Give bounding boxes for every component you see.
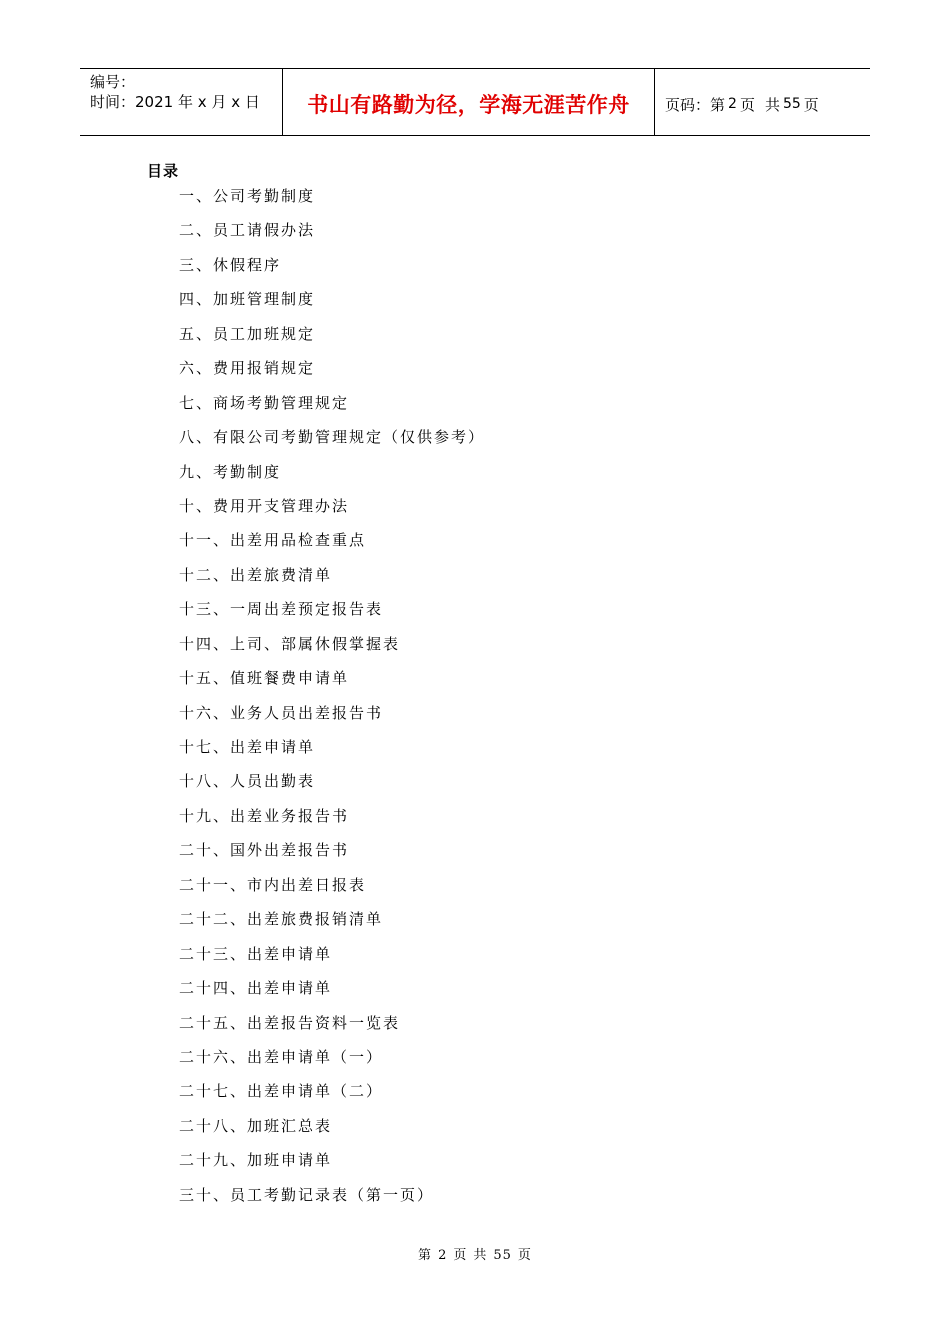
toc-item: 七、商场考勤管理规定 xyxy=(179,393,350,412)
toc-item: 十九、出差业务报告书 xyxy=(179,806,350,825)
footer-total-prefix: 共 xyxy=(473,1248,488,1263)
toc-item: 二十二、出差旅费报销清单 xyxy=(179,910,384,929)
footer-current: 2 xyxy=(438,1248,448,1263)
toc-item: 三、休假程序 xyxy=(179,255,282,274)
date-year: 2021 xyxy=(135,93,174,111)
date-day: x xyxy=(231,93,241,111)
page-footer xyxy=(0,1244,950,1263)
toc-item: 十三、一周出差预定报告表 xyxy=(179,600,384,619)
total-label: 共 xyxy=(764,95,780,114)
page-header xyxy=(80,68,870,136)
toc-item: 十四、上司、部属休假掌握表 xyxy=(179,634,401,653)
footer-prefix: 第 xyxy=(418,1248,433,1263)
page-label: 页码：第 xyxy=(665,95,726,114)
header-meta xyxy=(80,69,282,135)
date-day-unit: 日 xyxy=(244,93,260,111)
toc-item: 二十八、加班汇总表 xyxy=(179,1116,333,1135)
toc-item: 十、费用开支管理办法 xyxy=(179,496,350,515)
toc-item: 十八、人员出勤表 xyxy=(179,772,316,791)
toc-item: 六、费用报销规定 xyxy=(179,359,316,378)
header-motto-cell xyxy=(282,69,655,135)
motto-text: 书山有路勤为径，学海无涯苦作舟 xyxy=(307,93,630,117)
page-total: 55 xyxy=(782,96,801,112)
toc-item: 二、员工请假办法 xyxy=(179,221,316,240)
toc-item: 十一、出差用品检查重点 xyxy=(179,531,367,550)
code-label: 编号： xyxy=(90,73,136,91)
total-unit: 页 xyxy=(803,95,819,114)
toc-item: 二十五、出差报告资料一览表 xyxy=(179,1013,401,1032)
toc-list xyxy=(179,184,485,1217)
date-label: 时间： xyxy=(90,93,136,111)
toc-item: 三十、员工考勤记录表（第一页） xyxy=(179,1185,435,1204)
footer-unit1: 页 xyxy=(453,1248,468,1263)
date-month: x xyxy=(197,93,207,111)
toc-item: 二十九、加班申请单 xyxy=(179,1151,333,1170)
toc-item: 二十三、出差申请单 xyxy=(179,944,333,963)
toc-title: 目录 xyxy=(147,162,180,180)
toc-item: 十七、出差申请单 xyxy=(179,738,316,756)
toc-item: 九、考勤制度 xyxy=(179,462,282,481)
toc-item: 二十七、出差申请单（二） xyxy=(179,1082,384,1101)
toc-item: 十五、值班餐费申请单 xyxy=(179,669,350,688)
toc-item: 一、公司考勤制度 xyxy=(179,187,316,205)
date-year-unit: 年 xyxy=(177,93,193,111)
toc-item: 二十四、出差申请单 xyxy=(179,979,333,998)
date-month-unit: 月 xyxy=(211,93,227,111)
toc-item: 十二、出差旅费清单 xyxy=(179,565,333,584)
toc-item: 二十六、出差申请单（一） xyxy=(179,1047,384,1066)
toc-item: 二十、国外出差报告书 xyxy=(179,841,350,860)
toc-item: 十六、业务人员出差报告书 xyxy=(179,703,384,722)
toc-item: 四、加班管理制度 xyxy=(179,290,316,309)
page-unit: 页 xyxy=(739,95,755,114)
toc-item: 五、员工加班规定 xyxy=(179,324,316,343)
header-page-cell xyxy=(655,69,870,135)
page-current: 2 xyxy=(728,96,737,112)
footer-unit2: 页 xyxy=(517,1248,532,1263)
footer-total: 55 xyxy=(493,1248,512,1263)
toc-item: 二十一、市内出差日报表 xyxy=(179,875,367,894)
toc-item: 八、有限公司考勤管理规定（仅供参考） xyxy=(179,428,486,447)
date-line xyxy=(90,92,282,112)
